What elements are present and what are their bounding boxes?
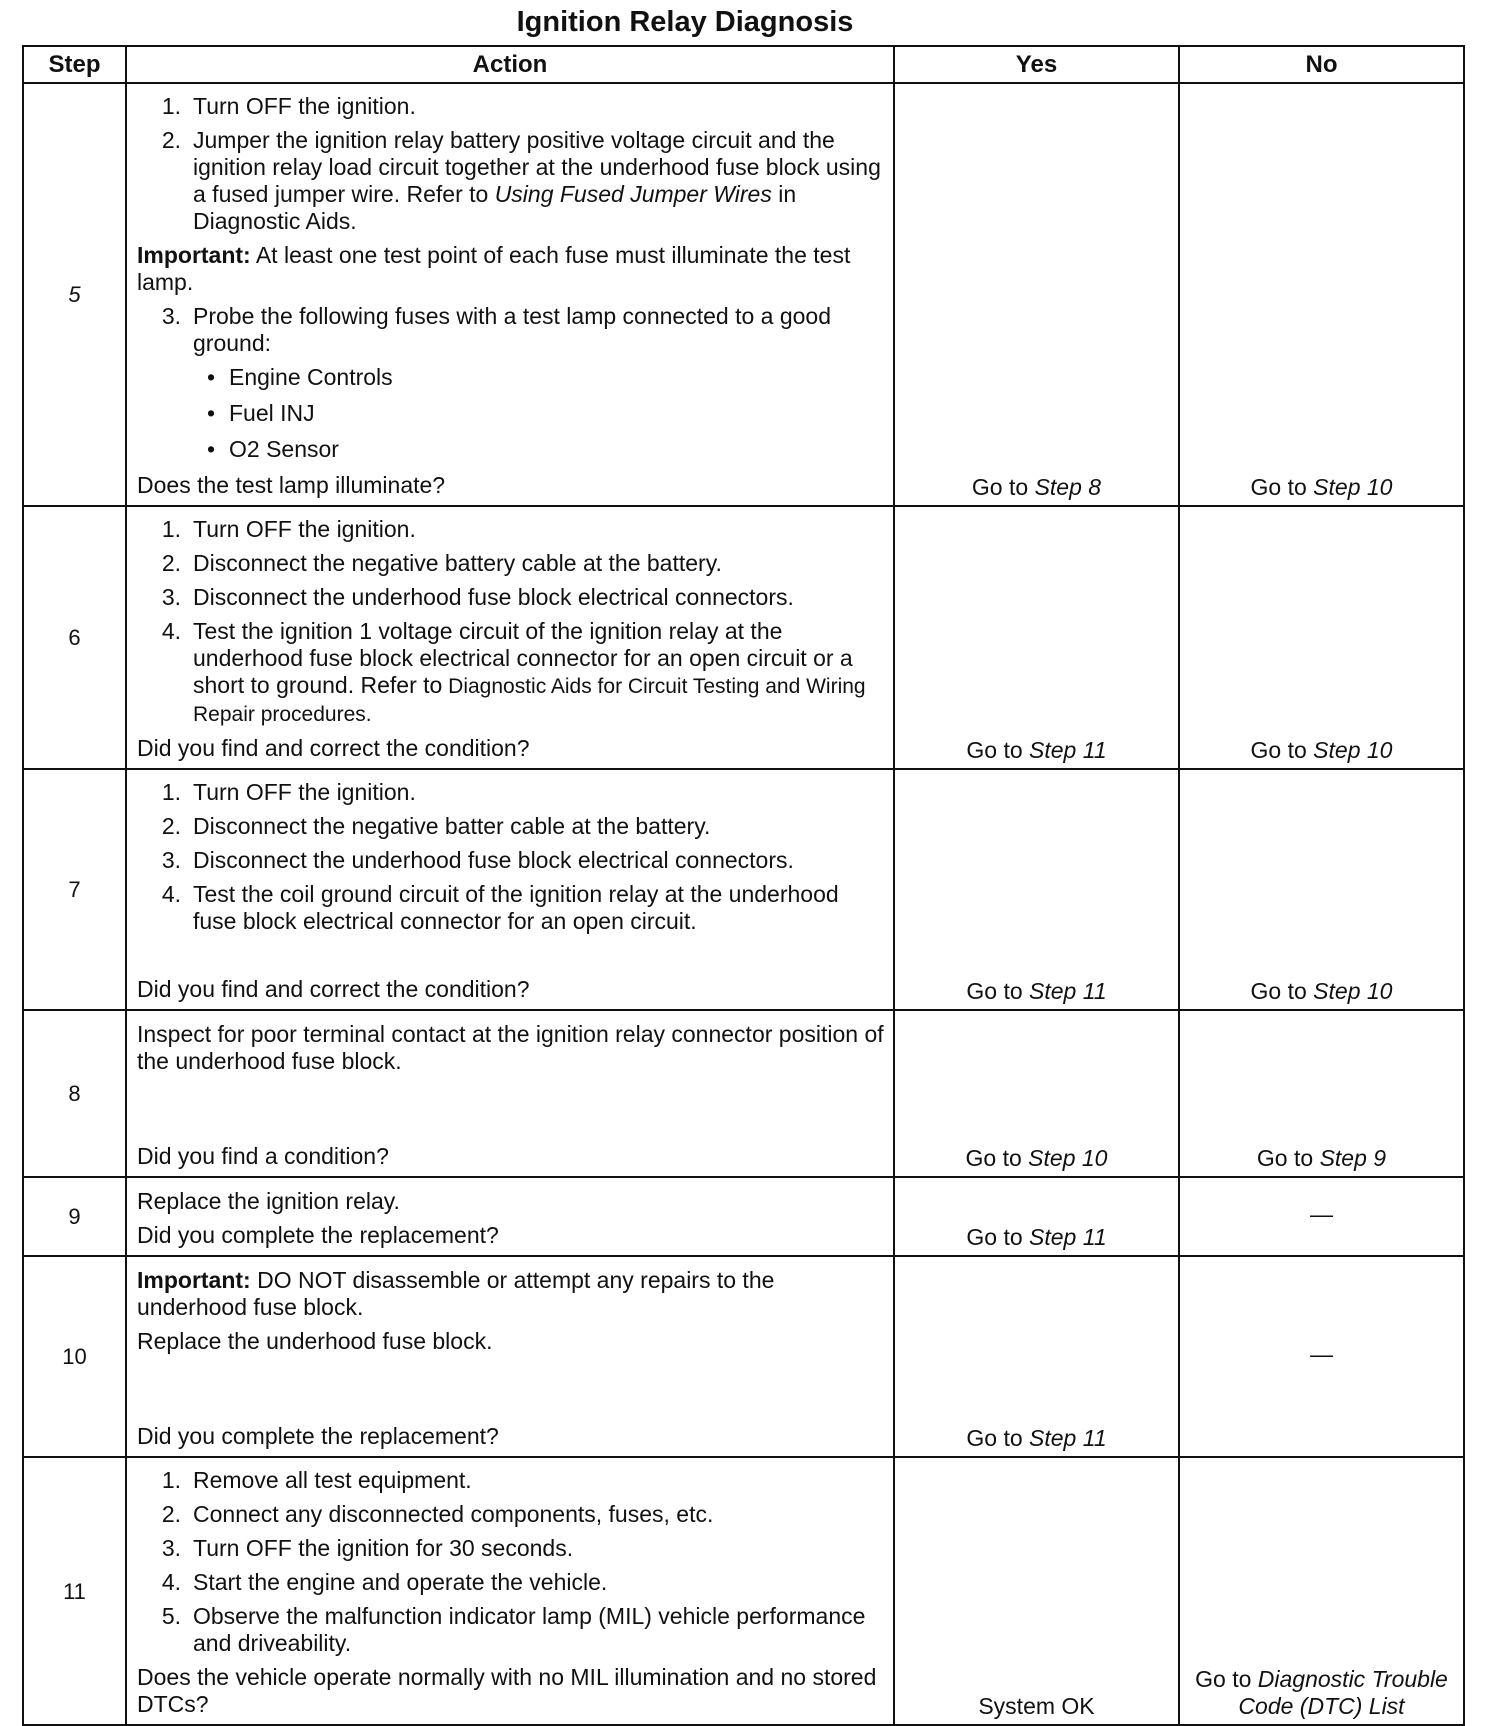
question-text: Does the vehicle operate normally with no MIL illumination and no stored DTCs? [137, 1664, 877, 1717]
question-text: Did you find and correct the condition? [137, 976, 530, 1002]
table-header-row [23, 46, 1464, 83]
no-cell: — [1179, 1256, 1464, 1457]
yes-cell: Go to Step 11 [894, 1256, 1179, 1457]
table-row [23, 83, 1464, 506]
yes-cell: Go to Step 11 [894, 769, 1179, 1010]
list-item: 1. Turn OFF the ignition. [161, 779, 416, 805]
action-cell [126, 1457, 894, 1725]
bullet-item: • Engine Controls [207, 364, 393, 390]
no-cell: Go to Diagnostic Trouble Code (DTC) List [1179, 1457, 1464, 1725]
action-cell [126, 769, 894, 1010]
step-number: 10 [23, 1256, 126, 1457]
list-item: 4. Start the engine and operate the vehicle. [161, 1569, 608, 1595]
header-step: Step [23, 46, 126, 83]
header-no: No [1179, 46, 1464, 83]
important-note: Important: At least one test point of each fuse must illuminate the test lamp. [137, 242, 851, 295]
table-row [23, 1010, 1464, 1177]
list-item: 3. Disconnect the underhood fuse block electrical connectors. [161, 584, 794, 610]
step-number: 5 [23, 83, 126, 506]
action-cell [126, 506, 894, 769]
list-item: 5. Observe the malfunction indicator lamp (MIL) vehicle performance and driveability. [161, 1603, 866, 1656]
table-row [23, 506, 1464, 769]
no-cell: Go to Step 10 [1179, 506, 1464, 769]
table-row [23, 1256, 1464, 1457]
page-title: Ignition Relay Diagnosis [516, 6, 854, 38]
no-cell: — [1179, 1177, 1464, 1256]
step-number: 7 [23, 769, 126, 1010]
bullet-item: • Fuel INJ [207, 400, 315, 426]
action-text: Replace the underhood fuse block. [137, 1328, 493, 1354]
list-item: 1. Turn OFF the ignition. [161, 516, 416, 542]
no-cell: Go to Step 10 [1179, 769, 1464, 1010]
yes-cell: Go to Step 11 [894, 1177, 1179, 1256]
diagnosis-table [22, 45, 1465, 1726]
step-number: 9 [23, 1177, 126, 1256]
step-number: 11 [23, 1457, 126, 1725]
step-number: 8 [23, 1010, 126, 1177]
important-note: Important: DO NOT disassemble or attempt any repairs to the underhood fuse block. [137, 1267, 775, 1320]
list-item: 4. Test the coil ground circuit of the ignition relay at the underhood fuse block electrical connector for an open circuit. [161, 881, 839, 934]
action-cell [126, 83, 894, 506]
list-item: 1. Remove all test equipment. [161, 1467, 472, 1493]
list-item: 4. Test the ignition 1 voltage circuit of the ignition relay at the underhood fuse block electrical connector for an open circuit or a short to ground. Refer to Diagnostic Aids for Circuit Testing and Wiring Repair procedures. [161, 618, 866, 726]
list-item: 2. Disconnect the negative batter cable at the battery. [161, 813, 711, 839]
list-item: 2. Connect any disconnected components, fuses, etc. [161, 1501, 714, 1527]
action-cell [126, 1256, 894, 1457]
yes-cell: Go to Step 10 [894, 1010, 1179, 1177]
header-yes: Yes [894, 46, 1179, 83]
table-row [23, 1457, 1464, 1725]
step-number: 6 [23, 506, 126, 769]
question-text: Did you complete the replacement? [137, 1222, 499, 1248]
list-item: 2. Jumper the ignition relay battery positive voltage circuit and the ignition relay load circuit together at the underhood fuse block using a fused jumper wire. Refer to Using Fused Jumper Wires in Diagnostic Aids. [161, 127, 881, 234]
question-text: Does the test lamp illuminate? [137, 472, 446, 498]
table-row [23, 1177, 1464, 1256]
action-text: Replace the ignition relay. [137, 1188, 400, 1214]
question-text: Did you complete the replacement? [137, 1423, 499, 1449]
yes-cell: Go to Step 11 [894, 506, 1179, 769]
action-text: Inspect for poor terminal contact at the ignition relay connector position of the underhood fuse block. [137, 1021, 884, 1074]
yes-cell: System OK [894, 1457, 1179, 1725]
yes-cell: Go to Step 8 [894, 83, 1179, 506]
list-item: 1. Turn OFF the ignition. [161, 93, 416, 119]
table-row [23, 769, 1464, 1010]
bullet-item: • O2 Sensor [207, 436, 339, 462]
reference-link: Using Fused Jumper Wires [494, 181, 772, 207]
list-item: 2. Disconnect the negative battery cable at the battery. [161, 550, 722, 576]
list-item: 3. Turn OFF the ignition for 30 seconds. [161, 1535, 574, 1561]
action-cell [126, 1177, 894, 1256]
question-text: Did you find and correct the condition? [137, 735, 530, 761]
list-item: 3. Disconnect the underhood fuse block electrical connectors. [161, 847, 794, 873]
no-cell: Go to Step 9 [1179, 1010, 1464, 1177]
no-cell: Go to Step 10 [1179, 83, 1464, 506]
list-item: 3. Probe the following fuses with a test lamp connected to a good ground: [161, 303, 832, 356]
question-text: Did you find a condition? [137, 1143, 389, 1169]
header-action: Action [126, 46, 894, 83]
action-cell [126, 1010, 894, 1177]
